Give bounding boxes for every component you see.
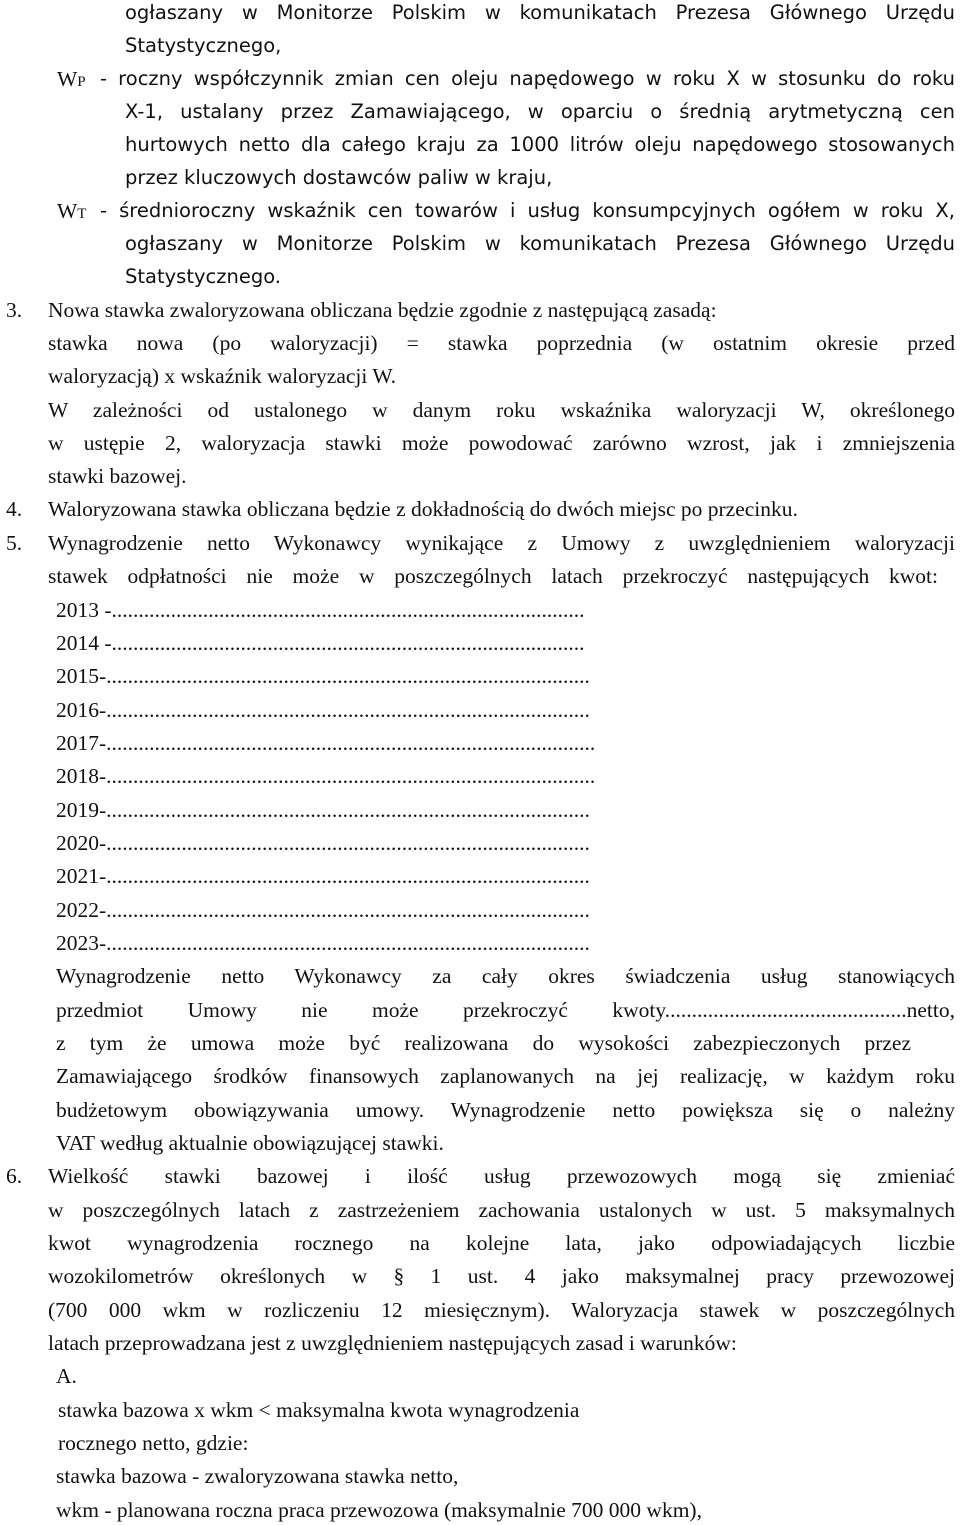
item-number: 5. xyxy=(6,531,23,555)
text-line: stawka nowa (po waloryzacji) = stawka poprzednia (w ostatnim okresie przed xyxy=(48,331,955,355)
text-line: X-1, ustalany przez Zamawiającego, w oparciu o średnią arytmetyczną cen xyxy=(125,100,955,123)
year-amount-line: 2015-.......................................................................................... xyxy=(56,664,590,688)
text-line: waloryzacją) x wskaźnik waloryzacji W. xyxy=(48,364,397,388)
text-line: A. xyxy=(56,1364,77,1388)
text-line: - roczny współczynnik zmian cen oleju napędowego w roku X w stosunku do roku xyxy=(100,67,955,90)
text-line: ogłaszany w Monitorze Polskim w komunikatach Prezesa Głównego Urzędu xyxy=(125,232,955,255)
text-line: stawka bazowa - zwaloryzowana stawka netto, xyxy=(56,1464,459,1488)
year-amount-line: 2019-.......................................................................................... xyxy=(56,798,590,822)
year-amount-line: 2018-........................................................................................... xyxy=(56,764,596,788)
item-number: 4. xyxy=(6,497,23,521)
year-amount-line: 2017-........................................................................................... xyxy=(56,731,596,755)
text-line: rocznego netto, gdzie: xyxy=(58,1431,249,1455)
text-line: Waloryzowana stawka obliczana będzie z dokładnością do dwóch miejsc po przecinku. xyxy=(48,497,798,521)
text-line: wozokilometrów określonych w § 1 ust. 4 jako maksymalnej pracy przewozowej xyxy=(48,1264,955,1288)
year-amount-line: 2014 -........................................................................................ xyxy=(56,631,585,655)
text-line: ogłaszany w Monitorze Polskim w komunikatach Prezesa Głównego Urzędu xyxy=(125,1,955,24)
text-line: budżetowym obowiązywania umowy. Wynagrodzenie netto powiększa się o należny xyxy=(56,1098,955,1122)
text-line: przedmiot Umowy nie może przekroczyć kwoty.............................................netto, xyxy=(56,998,955,1022)
text-line: kwot wynagrodzenia rocznego na kolejne lata, jako odpowiadających liczbie xyxy=(48,1231,955,1255)
text-line: przez kluczowych dostawców paliw w kraju, xyxy=(125,166,553,189)
symbol-wp: WP xyxy=(57,67,86,91)
text-line: Nowa stawka zwaloryzowana obliczana będzie zgodnie z następującą zasadą: xyxy=(48,298,717,322)
year-amount-line: 2013 -........................................................................................ xyxy=(56,598,585,622)
text-line: stawki bazowej. xyxy=(48,464,187,488)
text-line: z tym że umowa może być realizowana do wysokości zabezpieczonych przez xyxy=(56,1031,911,1055)
text-line: stawka bazowa x wkm < maksymalna kwota wynagrodzenia xyxy=(58,1398,580,1422)
item-number: 6. xyxy=(6,1164,23,1188)
text-line: Zamawiającego środków finansowych zaplanowanych na jej realizację, w każdym roku xyxy=(56,1064,955,1088)
text-line: latach przeprowadzana jest z uwzględnieniem następujących zasad i warunków: xyxy=(48,1331,737,1355)
text-line: VAT według aktualnie obowiązującej stawki. xyxy=(56,1131,444,1155)
year-amount-line: 2021-.......................................................................................... xyxy=(56,864,590,888)
symbol-wt: WT xyxy=(57,199,87,223)
year-amount-line: 2016-.......................................................................................... xyxy=(56,698,590,722)
text-line: Wynagrodzenie netto Wykonawcy za cały okres świadczenia usług stanowiących xyxy=(56,964,955,988)
text-line: Statystycznego. xyxy=(125,265,281,288)
item-number: 3. xyxy=(6,298,23,322)
text-line: W zależności od ustalonego w danym roku wskaźnika waloryzacji W, określonego xyxy=(48,398,955,422)
year-amount-line: 2022-.......................................................................................... xyxy=(56,898,590,922)
text-line: Wielkość stawki bazowej i ilość usług przewozowych mogą się zmieniać xyxy=(48,1164,955,1188)
text-line: stawek odpłatności nie może w poszczególnych latach przekroczyć następujących kwot: xyxy=(48,564,938,588)
year-amount-line: 2020-.......................................................................................... xyxy=(56,831,590,855)
text-line: hurtowych netto dla całego kraju za 1000 litrów oleju napędowego stosowanych xyxy=(125,133,955,156)
text-line: Statystycznego, xyxy=(125,34,282,57)
text-line: (700 000 wkm w rozliczeniu 12 miesięcznym). Waloryzacja stawek w poszczególnych xyxy=(48,1298,955,1322)
year-amount-line: 2023-.......................................................................................... xyxy=(56,931,590,955)
text-line: - średnioroczny wskaźnik cen towarów i usług konsumpcyjnych ogółem w roku X, xyxy=(100,199,955,222)
text-line: w poszczególnych latach z zastrzeżeniem zachowania ustalonych w ust. 5 maksymalnych xyxy=(48,1198,955,1222)
text-line: wkm - planowana roczna praca przewozowa (maksymalnie 700 000 wkm), xyxy=(56,1498,702,1522)
text-line: Wynagrodzenie netto Wykonawcy wynikające z Umowy z uwzględnieniem waloryzacji xyxy=(48,531,955,555)
text-line: w ustępie 2, waloryzacja stawki może powodować zarówno wzrost, jak i zmniejszenia xyxy=(48,431,955,455)
